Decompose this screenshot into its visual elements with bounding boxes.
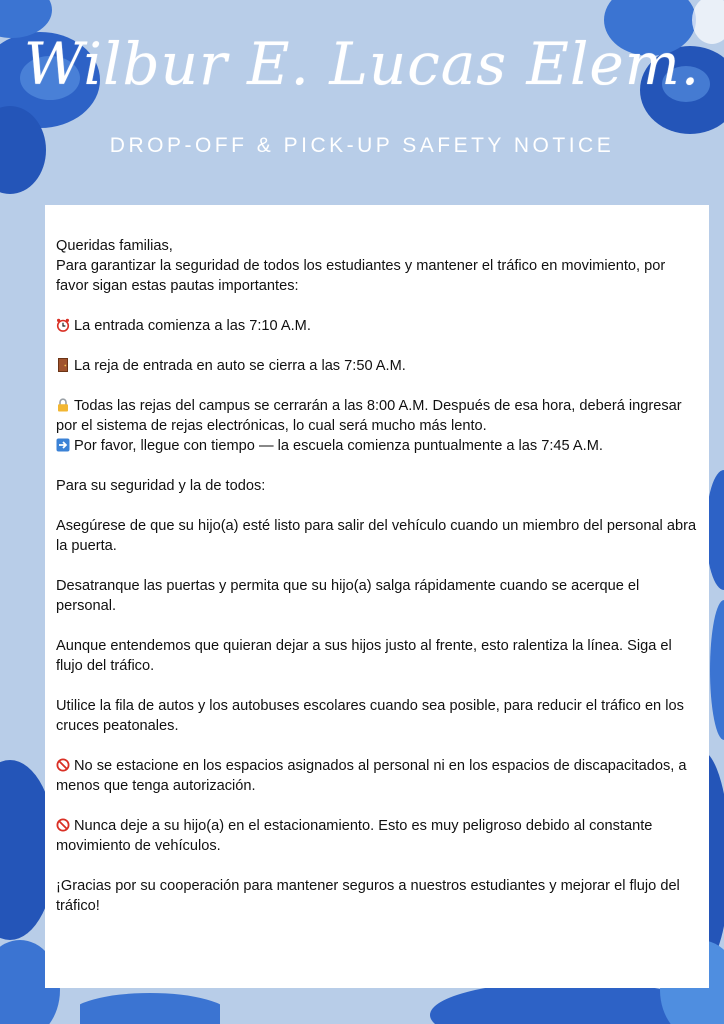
arrive-on-time-text: Por favor, llegue con tiempo — la escuela comienza puntualmente a las 7:45 A.M. [74, 438, 603, 454]
page-subtitle: DROP-OFF & PICK-UP SAFETY NOTICE [109, 134, 615, 157]
flower-bottom-center [80, 985, 220, 1024]
rule-bus: Utilice la fila de autos y los autobuses escolares cuando sea posible, para reducir el tráfico en los cruces peatonales. [56, 698, 684, 734]
arrive-on-time-item [56, 436, 697, 456]
right-arrow-icon [56, 438, 70, 452]
rule-unlock: Desatranque las puertas y permita que su hijo(a) salga rápidamente cuando se acerque el personal. [56, 578, 640, 614]
campus-gates-text: Todas las rejas del campus se cerrarán a las 8:00 A.M. Después de esa hora, deberá ingresar por el sistema de rejas electrónicas, lo cual será mucho más lento. [56, 398, 682, 434]
notice-card [45, 205, 709, 988]
page-title: Wilbur E. Lucas Elem. [23, 30, 701, 98]
closing-message: ¡Gracias por su cooperación para mantener seguros a nuestros estudiantes y mejorar el flujo del tráfico! [56, 878, 680, 914]
greeting: Queridas familias, [56, 238, 173, 254]
prohibited-icon [56, 758, 70, 772]
campus-gates-item [56, 396, 697, 436]
gate-close-item [56, 356, 697, 376]
rule-parking-text: No se estacione en los espacios asignados al personal ni en los espacios de discapacitados, a menos que tenga autorización. [56, 758, 687, 794]
alarm-clock-icon [56, 318, 70, 332]
door-icon [56, 358, 70, 372]
rule-unattended-text: Nunca deje a su hijo(a) en el estacionamiento. Esto es muy peligroso debido al constante movimiento de vehículos. [56, 818, 653, 854]
entry-start-item [56, 316, 697, 336]
lock-icon [56, 398, 70, 412]
rule-flow: Aunque entendemos que quieran dejar a sus hijos justo al frente, esto ralentiza la línea. Siga el flujo del tráfico. [56, 638, 672, 674]
entry-start-text: La entrada comienza a las 7:10 A.M. [74, 318, 311, 334]
rule-unattended-item [56, 816, 697, 856]
safety-heading: Para su seguridad y la de todos: [56, 478, 266, 494]
rule-parking-item [56, 756, 697, 796]
rule-ready: Asegúrese de que su hijo(a) esté listo para salir del vehículo cuando un miembro del personal abra la puerta. [56, 518, 697, 554]
intro-paragraph: Para garantizar la seguridad de todos los estudiantes y mantener el tráfico en movimiento, por favor sigan estas pautas importantes: [56, 258, 666, 294]
prohibited-icon [56, 818, 70, 832]
gate-close-text: La reja de entrada en auto se cierra a las 7:50 A.M. [74, 358, 406, 374]
